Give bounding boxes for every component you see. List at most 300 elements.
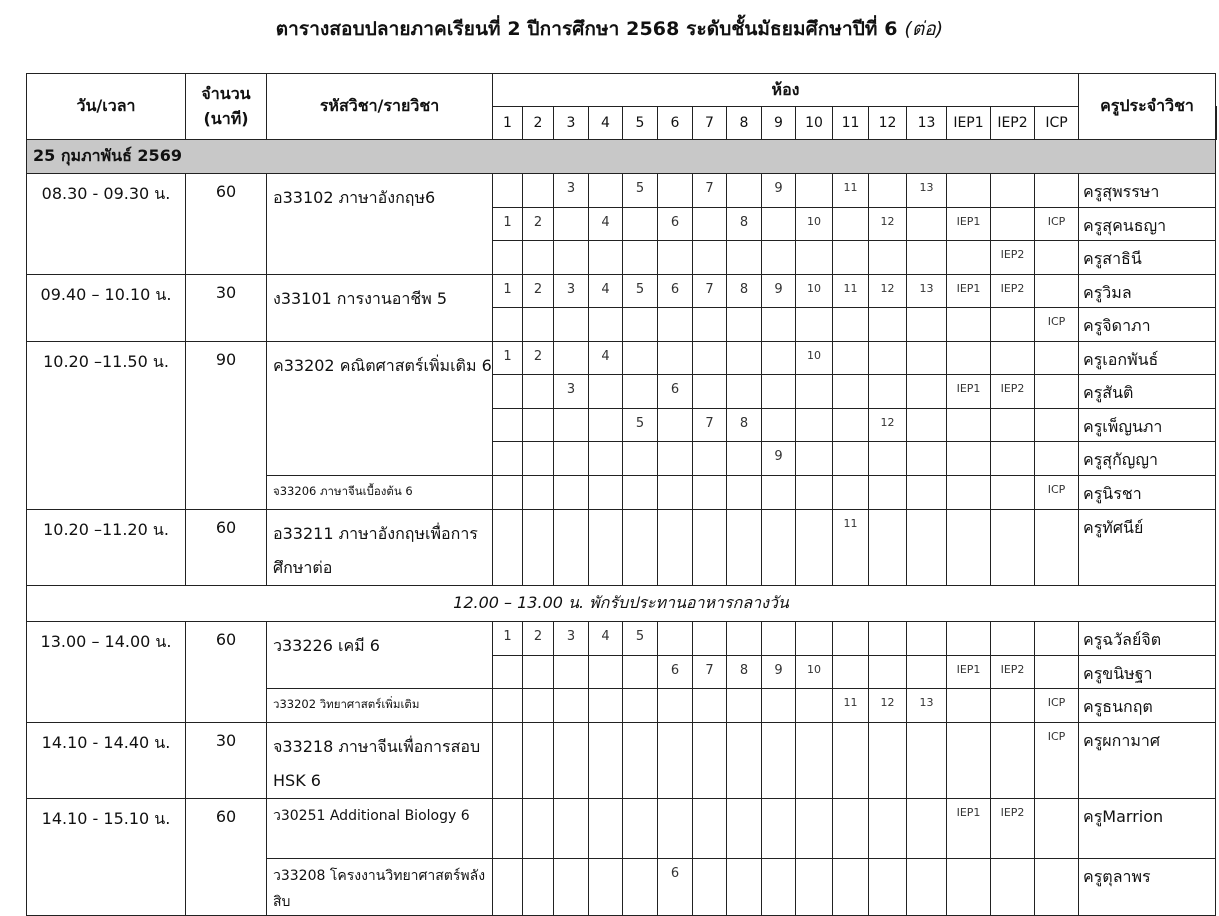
room-cell (693, 510, 727, 586)
room-cell (869, 723, 907, 799)
room-cell (554, 409, 589, 442)
room-cell (833, 241, 869, 275)
date-row (27, 140, 1217, 174)
room-cell: 3 (554, 622, 589, 656)
room-cell (623, 308, 658, 342)
room-cell: 5 (623, 174, 658, 208)
room-cell (589, 656, 623, 689)
time-slot: 14.10 - 15.10 น. (27, 799, 186, 916)
room-cell: ICP (1035, 208, 1079, 241)
room-cell (589, 442, 623, 476)
room-cell (623, 859, 658, 916)
room-cell (493, 476, 523, 510)
room-cell: 13 (907, 174, 947, 208)
room-cell (907, 241, 947, 275)
duration-minutes: 60 (186, 622, 267, 723)
room-cell (623, 723, 658, 799)
room-cell: 10 (796, 342, 833, 375)
room-cell (991, 442, 1035, 476)
room-cell (796, 799, 833, 859)
title-text: ตารางสอบปลายภาคเรียนที่ 2 ปีการศึกษา 2568 ระดับชั้นมัธยมศึกษาปีที่ 6 (275, 18, 898, 40)
room-header-iep1: IEP1 (947, 107, 991, 140)
room-cell (1035, 799, 1079, 859)
exam-schedule-table (26, 73, 1217, 916)
room-cell (762, 241, 796, 275)
room-cell (623, 476, 658, 510)
room-cell (833, 409, 869, 442)
room-cell: 1 (493, 275, 523, 308)
room-cell (1035, 375, 1079, 409)
teacher-name: ครูMarrion (1079, 799, 1216, 859)
room-cell (523, 409, 554, 442)
room-cell: 8 (727, 409, 762, 442)
exam-date: 25 กุมภาพันธ์ 2569 (27, 140, 1216, 174)
room-cell: IEP2 (991, 241, 1035, 275)
room-cell (554, 208, 589, 241)
room-cell (762, 308, 796, 342)
room-cell (493, 510, 523, 586)
room-cell: 12 (869, 275, 907, 308)
room-cell (623, 241, 658, 275)
room-cell (658, 799, 693, 859)
room-cell (1035, 510, 1079, 586)
room-cell: 8 (727, 656, 762, 689)
subject-cell: ว33202 วิทยาศาสตร์เพิ่มเติม (267, 689, 493, 723)
teacher-header-blank (1216, 107, 1217, 140)
room-cell (623, 689, 658, 723)
room-cell (493, 442, 523, 476)
room-header-6: 6 (658, 107, 693, 140)
room-cell (947, 476, 991, 510)
room-cell (693, 799, 727, 859)
table-row (27, 799, 1217, 859)
room-cell (869, 174, 907, 208)
room-cell: 7 (693, 656, 727, 689)
room-cell: 3 (554, 174, 589, 208)
room-cell (833, 656, 869, 689)
room-cell: 2 (523, 275, 554, 308)
room-cell (947, 723, 991, 799)
room-cell (658, 308, 693, 342)
room-cell (907, 409, 947, 442)
room-cell (833, 622, 869, 656)
room-header-12: 12 (869, 107, 907, 140)
room-cell (947, 689, 991, 723)
room-cell (869, 799, 907, 859)
room-cell (589, 375, 623, 409)
room-cell (1035, 342, 1079, 375)
subject-cell: จ33206 ภาษาจีนเบื้องต้น 6 (267, 476, 493, 510)
room-cell: 9 (762, 656, 796, 689)
page-title (0, 14, 1219, 44)
room-cell (523, 859, 554, 916)
room-cell (869, 476, 907, 510)
duration-minutes: 30 (186, 275, 267, 342)
room-cell (1035, 622, 1079, 656)
room-cell (1035, 409, 1079, 442)
room-header-10: 10 (796, 107, 833, 140)
room-cell (991, 174, 1035, 208)
room-cell (727, 375, 762, 409)
room-cell (762, 208, 796, 241)
room-cell (947, 174, 991, 208)
room-cell (589, 689, 623, 723)
header-rooms: ห้อง (493, 74, 1079, 107)
room-cell: 11 (833, 689, 869, 723)
header-minutes-line2: (นาที) (203, 108, 249, 128)
room-cell: 2 (523, 622, 554, 656)
subject-cell: ง33101 การงานอาชีพ 5 (267, 275, 493, 342)
room-cell (693, 308, 727, 342)
room-cell (947, 241, 991, 275)
room-cell (554, 308, 589, 342)
room-cell: 5 (623, 622, 658, 656)
room-cell: 12 (869, 689, 907, 723)
room-cell (658, 510, 693, 586)
table-row (27, 723, 1217, 799)
room-cell: 1 (493, 622, 523, 656)
room-cell (907, 308, 947, 342)
room-cell (589, 859, 623, 916)
lunch-row (27, 586, 1217, 622)
room-cell (658, 689, 693, 723)
room-cell: ICP (1035, 723, 1079, 799)
room-cell (907, 799, 947, 859)
room-cell (554, 723, 589, 799)
room-header-3: 3 (554, 107, 589, 140)
room-cell (869, 241, 907, 275)
room-cell (693, 375, 727, 409)
room-cell: 10 (796, 656, 833, 689)
teacher-name: ครูวิมล (1079, 275, 1216, 308)
teacher-name: ครูสุพรรษา (1079, 174, 1216, 208)
room-cell: 11 (833, 275, 869, 308)
room-cell (554, 241, 589, 275)
room-cell: ICP (1035, 308, 1079, 342)
room-cell (589, 241, 623, 275)
room-cell (493, 799, 523, 859)
header-time: วัน/เวลา (27, 74, 186, 140)
teacher-name: ครูผกามาศ (1079, 723, 1216, 799)
time-slot: 10.20 –11.20 น. (27, 510, 186, 586)
room-cell: 9 (762, 174, 796, 208)
room-cell (589, 799, 623, 859)
room-cell (554, 799, 589, 859)
room-cell (523, 476, 554, 510)
room-cell: 1 (493, 342, 523, 375)
room-cell (727, 622, 762, 656)
room-cell (693, 622, 727, 656)
room-cell (833, 375, 869, 409)
room-cell: 2 (523, 208, 554, 241)
room-cell (554, 442, 589, 476)
room-cell (762, 723, 796, 799)
room-cell: 12 (869, 208, 907, 241)
room-cell (833, 308, 869, 342)
room-cell: 3 (554, 275, 589, 308)
room-cell: 10 (796, 208, 833, 241)
room-cell: IEP1 (947, 208, 991, 241)
room-cell (947, 409, 991, 442)
room-cell: 8 (727, 208, 762, 241)
room-cell (554, 342, 589, 375)
time-slot: 14.10 - 14.40 น. (27, 723, 186, 799)
room-cell (523, 510, 554, 586)
room-cell (991, 308, 1035, 342)
room-cell: 12 (869, 409, 907, 442)
subject-cell: จ33218 ภาษาจีนเพื่อการสอบ HSK 6 (267, 723, 493, 799)
room-cell (907, 375, 947, 409)
room-cell (493, 656, 523, 689)
room-header-4: 4 (589, 107, 623, 140)
room-cell (762, 622, 796, 656)
room-cell: 1 (493, 208, 523, 241)
room-cell: 6 (658, 375, 693, 409)
room-cell (869, 308, 907, 342)
room-cell (727, 689, 762, 723)
room-cell (796, 859, 833, 916)
room-cell (762, 859, 796, 916)
room-cell (658, 622, 693, 656)
room-cell (727, 799, 762, 859)
room-cell (658, 174, 693, 208)
room-cell (523, 174, 554, 208)
room-cell (869, 622, 907, 656)
teacher-name: ครูนิรชา (1079, 476, 1216, 510)
teacher-name: ครูขนิษฐา (1079, 656, 1216, 689)
room-cell (947, 308, 991, 342)
room-cell (947, 622, 991, 656)
room-cell (796, 622, 833, 656)
teacher-name: ครูทัศนีย์ (1079, 510, 1216, 586)
room-cell (493, 241, 523, 275)
room-cell (727, 241, 762, 275)
header-minutes-line1: จำนวน (201, 83, 251, 103)
room-header-11: 11 (833, 107, 869, 140)
room-cell (991, 510, 1035, 586)
room-cell (833, 342, 869, 375)
room-cell (493, 859, 523, 916)
table-row (27, 275, 1217, 308)
afternoon-rows (27, 622, 1217, 916)
room-cell (589, 308, 623, 342)
room-cell (991, 208, 1035, 241)
duration-minutes: 60 (186, 174, 267, 275)
room-cell (833, 208, 869, 241)
room-cell (727, 510, 762, 586)
room-cell: ICP (1035, 476, 1079, 510)
room-cell (554, 476, 589, 510)
room-cell (991, 342, 1035, 375)
room-cell: IEP1 (947, 799, 991, 859)
subject-cell: ค33202 คณิตศาสตร์เพิ่มเติม 6 (267, 342, 493, 476)
room-cell (493, 174, 523, 208)
room-cell (589, 510, 623, 586)
room-cell (693, 241, 727, 275)
teacher-name: ครูสุคนธญา (1079, 208, 1216, 241)
room-cell: IEP1 (947, 375, 991, 409)
room-cell (796, 409, 833, 442)
room-cell (869, 342, 907, 375)
room-cell: 9 (762, 275, 796, 308)
room-cell (869, 510, 907, 586)
room-cell: 6 (658, 208, 693, 241)
room-cell (623, 510, 658, 586)
room-cell (796, 723, 833, 799)
room-cell (991, 859, 1035, 916)
room-cell: 11 (833, 174, 869, 208)
teacher-name: ครูเพ็ญนภา (1079, 409, 1216, 442)
room-cell (991, 689, 1035, 723)
room-cell: 4 (589, 622, 623, 656)
room-header-7: 7 (693, 107, 727, 140)
room-cell (762, 476, 796, 510)
room-cell (727, 723, 762, 799)
room-cell: 4 (589, 342, 623, 375)
teacher-name: ครูเอกพันธ์ (1079, 342, 1216, 375)
room-cell (727, 342, 762, 375)
room-cell (907, 476, 947, 510)
room-header-13: 13 (907, 107, 947, 140)
room-cell (493, 409, 523, 442)
room-cell (833, 723, 869, 799)
room-cell (523, 241, 554, 275)
room-cell (991, 622, 1035, 656)
teacher-name: ครูฉวัลย์จิต (1079, 622, 1216, 656)
duration-minutes: 30 (186, 723, 267, 799)
room-cell (554, 689, 589, 723)
room-cell (762, 799, 796, 859)
table-row (27, 342, 1217, 375)
room-cell (907, 859, 947, 916)
room-cell (623, 799, 658, 859)
room-cell: IEP2 (991, 656, 1035, 689)
subject-cell: ว33208 โครงงานวิทยาศาสตร์พลังสิบ (267, 859, 493, 916)
room-cell (1035, 275, 1079, 308)
room-cell: 11 (833, 510, 869, 586)
room-cell (907, 442, 947, 476)
teacher-name: ครูสาธินี (1079, 241, 1216, 275)
room-cell (907, 622, 947, 656)
room-cell: IEP1 (947, 656, 991, 689)
room-cell (693, 476, 727, 510)
room-cell (589, 476, 623, 510)
room-cell (589, 409, 623, 442)
room-cell: 7 (693, 275, 727, 308)
room-cell (658, 442, 693, 476)
room-cell (869, 859, 907, 916)
room-cell: 9 (762, 442, 796, 476)
room-header-1: 1 (493, 107, 523, 140)
room-cell (693, 342, 727, 375)
room-cell (947, 859, 991, 916)
subject-cell: ว33226 เคมี 6 (267, 622, 493, 689)
room-cell (947, 510, 991, 586)
room-cell (796, 308, 833, 342)
room-cell (796, 442, 833, 476)
room-cell (907, 342, 947, 375)
subject-cell: อ33211 ภาษาอังกฤษเพื่อการศึกษาต่อ (267, 510, 493, 586)
room-cell: 7 (693, 409, 727, 442)
duration-minutes: 60 (186, 799, 267, 916)
room-cell (991, 476, 1035, 510)
room-cell (762, 510, 796, 586)
table-row (27, 510, 1217, 586)
room-cell (493, 723, 523, 799)
room-cell (727, 442, 762, 476)
room-cell (991, 409, 1035, 442)
time-slot: 08.30 - 09.30 น. (27, 174, 186, 275)
teacher-name: ครูจิดาภา (1079, 308, 1216, 342)
room-cell (907, 723, 947, 799)
room-cell (554, 656, 589, 689)
room-cell (623, 342, 658, 375)
room-cell (1035, 241, 1079, 275)
room-cell (727, 174, 762, 208)
room-cell: 3 (554, 375, 589, 409)
room-cell (762, 409, 796, 442)
room-cell (727, 859, 762, 916)
room-cell: IEP1 (947, 275, 991, 308)
morning-rows (27, 174, 1217, 586)
room-cell (796, 174, 833, 208)
room-cell (762, 689, 796, 723)
room-header-8: 8 (727, 107, 762, 140)
room-cell (796, 689, 833, 723)
room-cell: 4 (589, 275, 623, 308)
subject-cell: อ33102 ภาษาอังกฤษ6 (267, 174, 493, 275)
room-cell (523, 375, 554, 409)
room-cell (623, 442, 658, 476)
room-cell: IEP2 (991, 799, 1035, 859)
room-cell (623, 208, 658, 241)
header-subject: รหัสวิชา/รายวิชา (267, 74, 493, 140)
teacher-name: ครูตุลาพร (1079, 859, 1216, 916)
room-cell (869, 442, 907, 476)
room-cell (869, 656, 907, 689)
room-cell (833, 799, 869, 859)
room-cell: 5 (623, 409, 658, 442)
room-cell (693, 859, 727, 916)
room-cell (493, 308, 523, 342)
header-minutes (186, 74, 267, 140)
room-cell: 4 (589, 208, 623, 241)
room-cell (762, 342, 796, 375)
room-cell (658, 476, 693, 510)
table-row (27, 174, 1217, 208)
room-header-iep2: IEP2 (991, 107, 1035, 140)
duration-minutes: 60 (186, 510, 267, 586)
room-cell (523, 656, 554, 689)
time-slot: 13.00 – 14.00 น. (27, 622, 186, 723)
room-header-icp: ICP (1035, 107, 1079, 140)
room-cell (1035, 859, 1079, 916)
room-cell (907, 208, 947, 241)
room-cell (658, 723, 693, 799)
room-cell (947, 342, 991, 375)
room-cell: 6 (658, 275, 693, 308)
room-cell (796, 241, 833, 275)
room-header-2: 2 (523, 107, 554, 140)
room-cell: 6 (658, 859, 693, 916)
room-cell: 5 (623, 275, 658, 308)
lunch-break: 12.00 – 13.00 น. พักรับประทานอาหารกลางวัน (27, 586, 1216, 622)
room-cell (523, 799, 554, 859)
room-cell (693, 208, 727, 241)
room-cell (523, 723, 554, 799)
subject-cell: ว30251 Additional Biology 6 (267, 799, 493, 859)
room-cell (907, 656, 947, 689)
